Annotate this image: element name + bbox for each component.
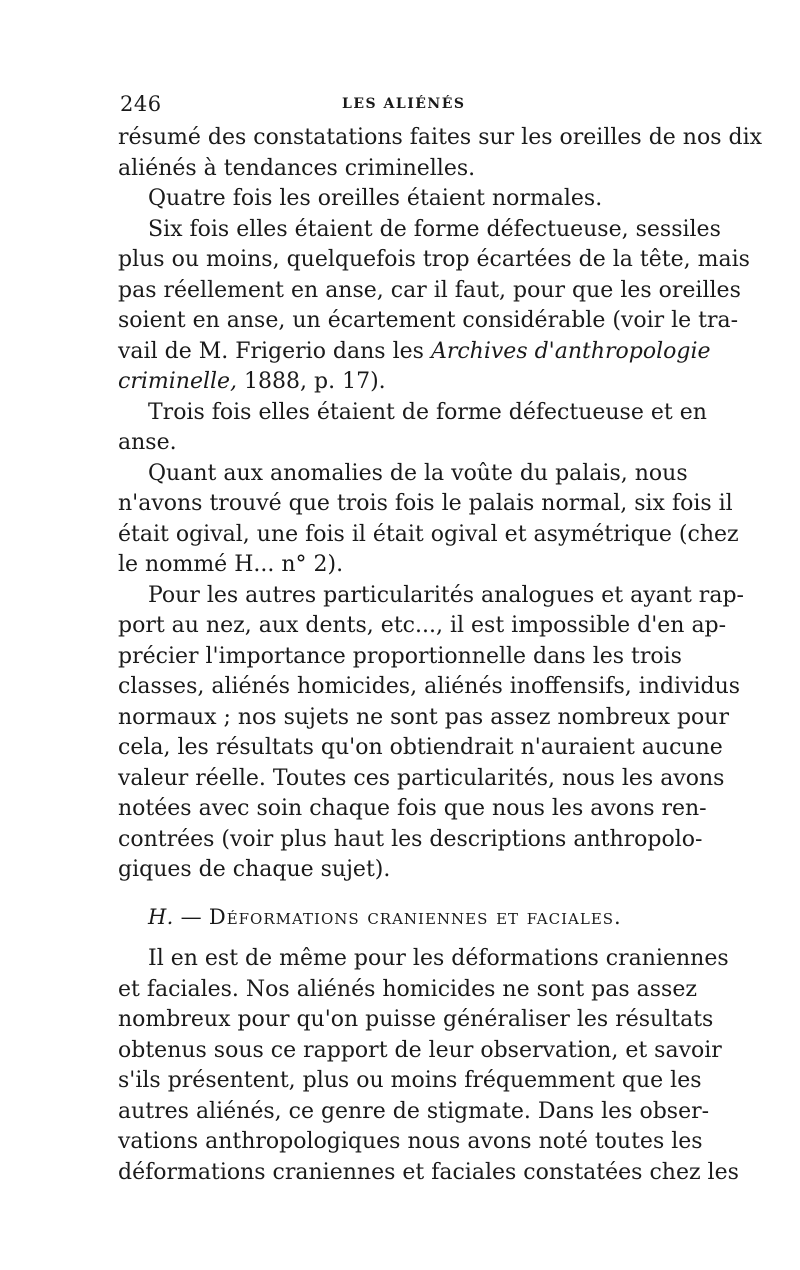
text-line: le nommé H... n° 2).	[118, 552, 344, 577]
text-line: notées avec soin chaque fois que nous les avons ren-	[118, 796, 707, 821]
text-line: Trois fois elles étaient de forme défectueuse et en	[148, 399, 707, 425]
text-segment: 1888, p. 17).	[237, 369, 386, 394]
text-line: Quatre fois les oreilles étaient normales.	[148, 186, 603, 211]
text-line: classes, aliénés homicides, aliénés inoffensifs, individus	[118, 674, 741, 699]
text-segment: vail de M. Frigerio dans les	[118, 338, 424, 364]
text-line: plus ou moins, quelquefois trop écartées de la tête, mais	[118, 247, 750, 272]
text-line: Quant aux anomalies de la voûte du palais, nous	[148, 460, 688, 486]
section-title: Déformations craniennes et faciales.	[208, 904, 622, 929]
text-line: port au nez, aux dents, etc..., il est impossible d'en ap-	[118, 613, 727, 638]
section-letter: H.	[148, 904, 174, 929]
text-line: autres aliénés, ce genre de stigmate. Dans les obser-	[118, 1098, 710, 1124]
page-number: 246	[120, 92, 162, 116]
text-line: nombreux pour qu'on puisse généraliser les résultats	[118, 1007, 714, 1032]
text-line: n'avons trouvé que trois fois le palais normal, six fois il	[118, 491, 733, 516]
italic-title: Archives d'anthropologie	[430, 338, 711, 364]
text-line: cela, les résultats qu'on obtiendrait n'auraient aucune	[118, 735, 723, 760]
text-line: pas réellement en anse, car il faut, pour que les oreilles	[118, 277, 741, 303]
text-line: anse.	[118, 430, 177, 455]
text-line: valeur réelle. Toutes ces particularités, nous les avons	[118, 765, 725, 791]
text-line: giques de chaque sujet).	[118, 857, 391, 882]
text-line: précier l'importance proportionnelle dans les trois	[118, 643, 682, 669]
text-line: aliénés à tendances criminelles.	[118, 155, 476, 181]
text-line: Six fois elles étaient de forme défectueuse, sessiles	[148, 216, 721, 242]
running-head	[120, 92, 675, 122]
text-line: déformations craniennes et faciales constatées chez les	[118, 1159, 739, 1185]
text-line: Il en est de même pour les déformations craniennes	[148, 946, 729, 971]
text-line: vations anthropologiques nous avons noté toutes les	[118, 1129, 703, 1154]
running-title: LES ALIÉNÉS	[342, 96, 466, 112]
italic-title: criminelle,	[118, 369, 238, 394]
section-heading	[148, 902, 678, 933]
text-line: s'ils présentent, plus ou moins fréquemment que les	[118, 1068, 702, 1093]
text-line	[118, 337, 711, 368]
text-line: Pour les autres particularités analogues et ayant rap-	[148, 582, 744, 608]
section-dash: —	[173, 904, 209, 929]
text-line: normaux ; nos sujets ne sont pas assez nombreux pour	[118, 704, 729, 730]
text-line: était ogival, une fois il était ogival et asymétrique (chez	[118, 521, 739, 547]
text-line	[118, 367, 678, 398]
text-line: contrées (voir plus haut les descriptions anthropolo-	[118, 826, 703, 852]
text-line: soient en anse, un écartement considérable (voir le tra-	[118, 308, 739, 333]
text-line: résumé des constatations faites sur les oreilles de nos dix	[118, 125, 763, 150]
body-text	[118, 123, 763, 1188]
text-line: et faciales. Nos aliénés homicides ne sont pas assez	[118, 976, 697, 1002]
text-line: obtenus sous ce rapport de leur observation, et savoir	[118, 1037, 722, 1063]
